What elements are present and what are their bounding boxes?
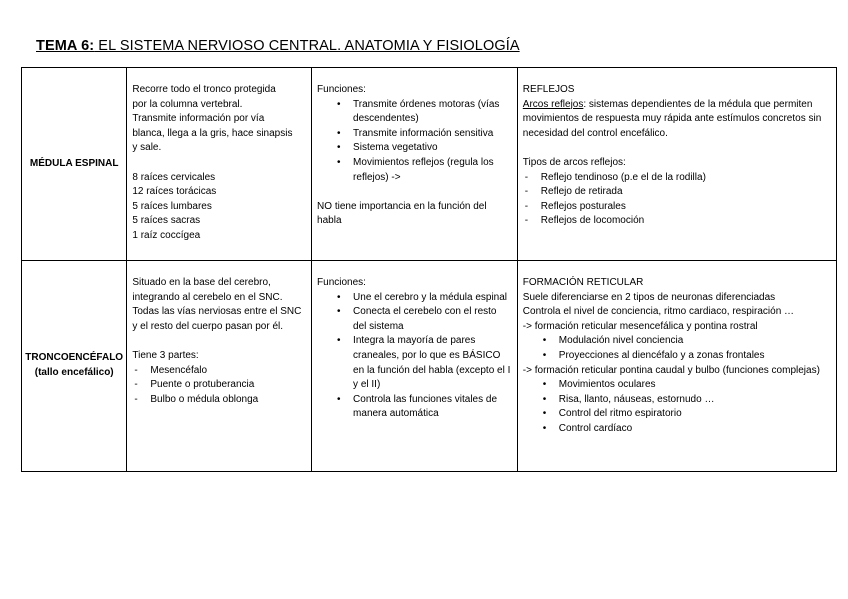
row-header-label: TRONCOENCÉFALO: [25, 352, 124, 364]
text-line: Suele diferenciarse en 2 tipos de neuronas diferenciadas: [522, 291, 776, 303]
list-item: 8 raíces cervicales: [132, 171, 216, 183]
functions-cell: [312, 261, 518, 472]
list-item: • Control cardíaco: [559, 422, 832, 437]
details-cell: [517, 261, 836, 472]
text-line: blanca, llega a la gris, hace sinapsis: [132, 127, 293, 139]
section-heading: FORMACIÓN RETICULAR: [522, 277, 644, 288]
details-cell: [517, 68, 836, 261]
list-item: • Proyecciones al diencéfalo y a zonas frontales: [559, 349, 832, 364]
text-line: por la columna vertebral.: [132, 98, 243, 110]
list-item: • Une el cerebro y la médula espinal: [353, 291, 512, 306]
list-item: - Mesencéfalo: [150, 364, 306, 379]
mesencefalica-list: [523, 334, 832, 363]
list-item: 1 raíz coccígea: [132, 229, 201, 241]
text-line: Transmite información por vía: [132, 113, 265, 125]
row-header-cell: [22, 261, 127, 472]
text-line: y sale.: [132, 142, 162, 154]
functions-list: [317, 291, 512, 422]
list-item: • Sistema vegetativo: [353, 141, 512, 156]
partes-heading: Tiene 3 partes:: [132, 349, 199, 361]
anatomy-cell: [127, 68, 312, 261]
list-item: - Reflejos posturales: [541, 200, 832, 215]
list-item: 5 raíces lumbares: [132, 200, 212, 212]
list-item: • Transmite información sensitiva: [353, 127, 512, 142]
tipos-heading: Tipos de arcos reflejos:: [522, 156, 626, 168]
pontina-list: [523, 378, 832, 436]
title-topic-number: TEMA 6:: [36, 38, 95, 54]
content-table: [21, 67, 837, 472]
text-line: Recorre todo el tronco protegida: [132, 84, 276, 95]
anatomy-cell: [127, 261, 312, 472]
subsection-heading: -> formación reticular pontina caudal y bulbo (funciones complejas): [522, 364, 820, 376]
subsection-heading: -> formación reticular mesencefálica y pontina rostral: [522, 320, 758, 332]
list-item: • Control del ritmo espiratorio: [559, 407, 832, 422]
functions-list: [317, 98, 512, 186]
list-item: • Movimientos reflejos (regula los reflejos) ->: [353, 156, 512, 185]
list-item: • Movimientos oculares: [559, 378, 832, 393]
list-item: 5 raíces sacras: [132, 215, 201, 227]
list-item: - Reflejos de locomoción: [541, 214, 832, 229]
document-title: [36, 38, 520, 54]
arcos-label: Arcos reflejos: [522, 98, 584, 110]
row-header-sublabel: (tallo encefálico): [34, 367, 114, 378]
table-row-medula: [22, 68, 837, 261]
list-item: • Risa, llanto, náuseas, estornudo …: [559, 393, 832, 408]
functions-heading: Funciones:: [317, 84, 366, 95]
arcos-paragraph: [523, 98, 832, 142]
tipos-list: [523, 171, 832, 229]
description-text: Situado en la base del cerebro, integrando al cerebelo en el SNC. Todas las vías nerviosas entre el SNC y el resto del cuerpo pasan por él.: [132, 277, 302, 332]
partes-list: [132, 364, 306, 408]
list-item: - Puente o protuberancia: [150, 378, 306, 393]
list-item: • Transmite órdenes motoras (vías descendentes): [353, 98, 512, 127]
section-heading: REFLEJOS: [522, 84, 575, 95]
list-item: • Modulación nivel conciencia: [559, 334, 832, 349]
list-item: - Bulbo o médula oblonga: [150, 393, 306, 408]
list-item: 12 raíces torácicas: [132, 186, 217, 198]
list-item: • Integra la mayoría de pares craneales, por lo que es BÁSICO en la función del habla (excepto el I y el II): [353, 334, 512, 392]
list-item: • Conecta el cerebelo con el resto del sistema: [353, 305, 512, 334]
list-item: • Controla las funciones vitales de manera automática: [353, 393, 512, 422]
title-topic-name: EL SISTEMA NERVIOSO CENTRAL. ANATOMIA Y FISIOLOGÍA: [94, 38, 520, 54]
list-item: - Reflejo tendinoso (p.e el de la rodilla): [541, 171, 832, 186]
list-item: - Reflejo de retirada: [541, 185, 832, 200]
arcos-text: : sistemas dependientes de la médula que permiten movimientos de respuesta muy rápida ante estímulos concretos sin necesidad del control encefálico.: [522, 98, 822, 139]
text-line: Controla el nivel de conciencia, ritmo cardiaco, respiración …: [522, 306, 795, 318]
table-row-troncoencefalo: [22, 261, 837, 472]
functions-cell: [312, 68, 518, 261]
row-header-label: MÉDULA ESPINAL: [29, 157, 119, 169]
note-text: NO tiene importancia en la función del habla: [317, 200, 487, 227]
row-header-cell: [22, 68, 127, 261]
functions-heading: Funciones:: [317, 277, 366, 288]
